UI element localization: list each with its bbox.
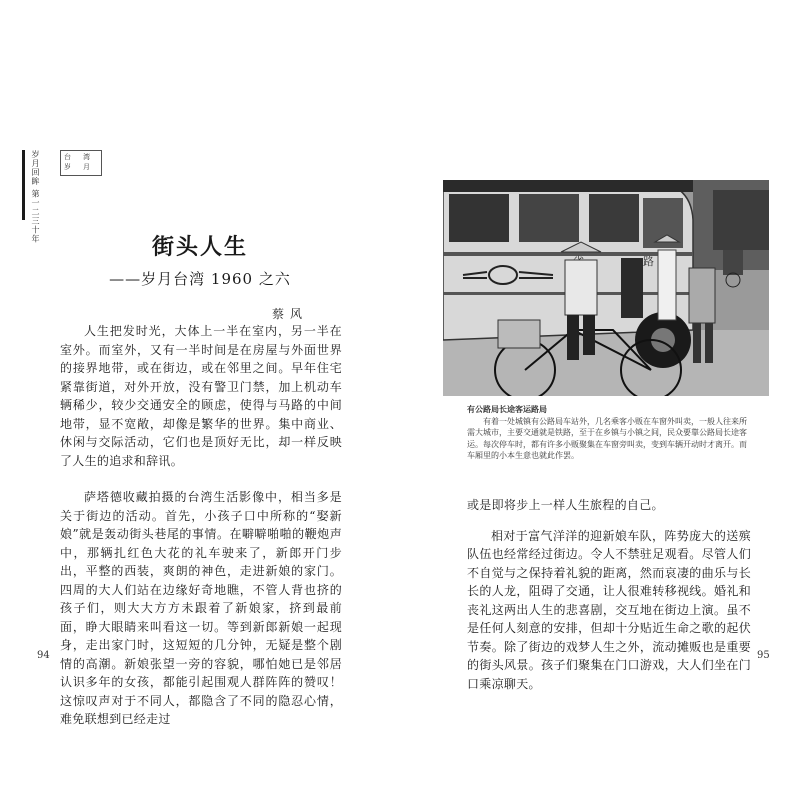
paragraph: 相对于富气洋洋的迎新娘车队，阵势庞大的送殡队伍也经常经过街边。令人不禁驻足观看。尽管人们不自觉与之保持着礼貌的距离，然而哀凄的曲乐与长长的人龙，阻碍了交通，让人很难转移视线。婚礼和丧礼这两出人生的悲喜剧，交互地在街边上演。虽不是任何人刻意的安排，但却十分贴近生命之歌的起伏节奏。除了街边的戏梦人生之外，流动摊贩也是重要的街头风景。孩子们聚集在门口游戏，大人们坐在门口乘凉聊天。 (467, 528, 751, 691)
page-number: 94 (37, 650, 50, 661)
logo-char: 岁 (64, 163, 71, 171)
right-page (400, 0, 800, 800)
bus-label-right: 路 (643, 255, 654, 268)
article-subtitle: ——岁月台湾 1960 之六 (109, 270, 291, 288)
caption-body: 有着一处城镇有公路局车站外，几名乘客小贩在车窗外叫卖，一般人往来所需大城市，主要交通就是铁路，至于在乡镇与小镇之间，民众要靠公路局长途客运。每次停车时，都有许多小贩聚集在车窗旁叫卖，变到车辆开动时才离开。而车厢里的小本生意也就此作罢。 (467, 416, 747, 460)
logo-char: 月 (83, 163, 90, 171)
side-tab-bar (22, 150, 25, 220)
body-text-left (60, 322, 342, 729)
logo-char: 台 (64, 153, 71, 161)
article-title: 街头人生 (151, 235, 248, 260)
body-text-right (467, 496, 751, 693)
caption-title: 有公路局长途客运路局 (467, 404, 547, 414)
paragraph: 人生把发时光，大体上一半在室内，另一半在室外。而室外，又有一半时间是在房屋与外面世界的接界地带，或在街边，或在邻里之间。早年住宅紧靠街道，对外开放，没有警卫门禁，加上机动车辆稀少，较少交通安全的顾虑，使得与马路的中间地带，显不宽敞，却像是繁华的世界。集中商业、休闲与交际活动，它们也是顶好无比，却一样反映了人生的追求和辞讯。 (60, 324, 342, 468)
author-name: 蔡风 (272, 307, 309, 321)
photo-caption (467, 404, 751, 462)
paragraph: 萨塔德收藏拍摄的台湾生活影像中，相当多是关于街边的活动。首先，小孩子口中所称的“娶新娘”就是轰动街头巷尾的事情。在噼噼啪啪的鞭炮声中，那辆扎红色大花的礼车驶来了，新郎开门步出，平整的西装，爽朗的神色，走进新娘的家门。四周的大人们站在边缘好奇地瞧，不管人背也挤的孩子们，则大大方方未跟着了新娘家，挤到最前面，睁大眼睛来叫看这一切。等到新郎新娘一起现身，走出家门时，这短短的几分钟，无疑是整个剧情的高潮。新娘张望一旁的容貌，哪怕她已是邻居认识多年的女孩，都能引起围观人群阵阵的赞叹！这惊叹声对于不同人，都隐含了不同的隐忍心情，难免联想到已经走过 (60, 490, 342, 726)
bus-scene-illustration (443, 180, 769, 396)
side-tab-text: 岁月回眸 第一二三十年 (31, 150, 40, 244)
street-photo (443, 180, 769, 396)
paragraph: 或是即将步上一样人生旅程的自己。 (467, 498, 664, 512)
series-logo (60, 150, 102, 176)
page-number: 95 (757, 650, 770, 661)
logo-char: 湾 (83, 153, 90, 161)
